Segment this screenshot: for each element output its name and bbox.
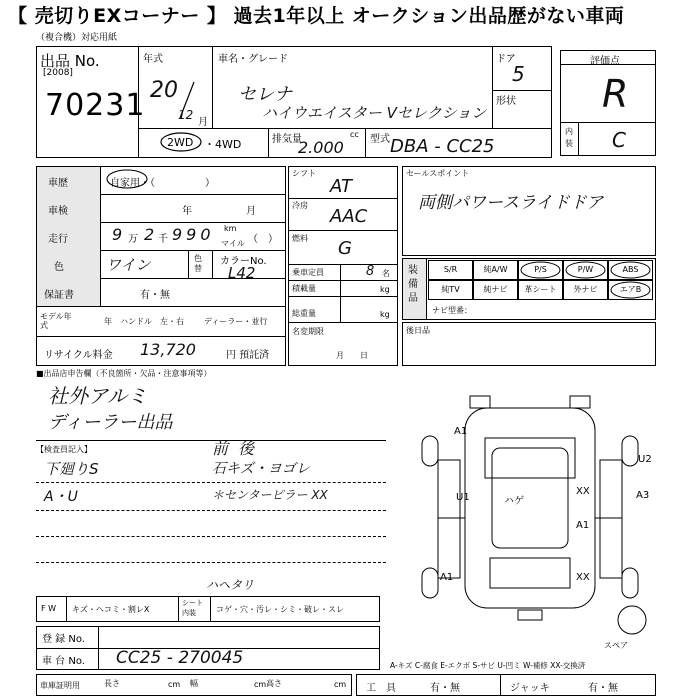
interior-value: C bbox=[612, 128, 626, 152]
cert-label: 車庫証明用 bbox=[40, 681, 80, 690]
mileage-sen: 2 bbox=[144, 225, 155, 244]
doors-value: 5 bbox=[512, 62, 525, 86]
equipment-item-label: ABS bbox=[622, 265, 639, 274]
diagram-mark-a1: A1 bbox=[576, 520, 590, 531]
equipment-item bbox=[518, 260, 563, 280]
later-items-box bbox=[402, 322, 656, 366]
man-unit: 万 bbox=[128, 234, 138, 245]
interior-label: 内装 bbox=[565, 127, 573, 148]
recycle-label: リサイクル料金 bbox=[44, 350, 113, 361]
mileage-rest: 990 bbox=[172, 225, 215, 244]
dim-length-unit: cm bbox=[168, 680, 181, 689]
load-label: 積載量 bbox=[292, 284, 316, 293]
name-label: 車名・グレード bbox=[218, 54, 288, 65]
car-grade: ハイウエイスター Vセレクション bbox=[262, 104, 487, 122]
lot-label: 出品 No. bbox=[40, 52, 100, 70]
recycle-unit: 円 預託済 bbox=[226, 350, 270, 361]
reg-label: 登 録 No. bbox=[42, 634, 85, 645]
diagram-mark-hage: ハゲ bbox=[504, 496, 524, 507]
inspection-month-unit: 月 bbox=[246, 206, 256, 217]
mileage-man: 9 bbox=[112, 225, 123, 244]
handle-label: ハンドル 左・右 bbox=[120, 317, 184, 326]
sales-point-label: セールスポイント bbox=[406, 169, 470, 178]
model-year-unit: 年 bbox=[104, 317, 112, 326]
inspector-right2: ＊センターピラー XX bbox=[212, 488, 328, 502]
displacement-value: 2.000 bbox=[298, 138, 344, 157]
color-no-label: カラーNo. bbox=[220, 256, 267, 267]
capacity-unit: 名 bbox=[382, 269, 390, 278]
ac-label: 冷房 bbox=[292, 201, 308, 210]
inspector-front: 前 bbox=[212, 439, 229, 458]
car-diagram bbox=[400, 388, 660, 638]
mileage-label: 走行 bbox=[48, 234, 68, 245]
seat-values: コゲ・穴・汚レ・シミ・破レ・スレ bbox=[216, 605, 344, 614]
inspection-label: 車検 bbox=[48, 206, 68, 217]
equipment-item: 純TV bbox=[428, 280, 473, 300]
reki-label: 車歴 bbox=[48, 178, 68, 189]
shape-label: 形状 bbox=[496, 96, 516, 107]
fw-label: F W bbox=[41, 604, 57, 613]
notes-label: ■出品店申告欄（不良箇所・欠品・注意事項等） bbox=[36, 369, 212, 378]
diagram-mark-u1: U1 bbox=[456, 492, 470, 503]
displacement-label: 排気量 bbox=[272, 134, 302, 145]
drive-2wd: 2WD bbox=[167, 136, 194, 149]
dim-length: 長さ bbox=[104, 679, 120, 688]
jack-value: 有・無 bbox=[588, 683, 618, 694]
weight-label: 総重量 bbox=[292, 309, 316, 318]
weight-unit: kg bbox=[380, 310, 390, 319]
navi-label: ナビ型番： bbox=[432, 306, 472, 315]
car-name: セレナ bbox=[238, 84, 292, 105]
doors-label: ドア bbox=[496, 54, 516, 65]
later-items-label: 後日品 bbox=[406, 326, 430, 335]
equipment-item bbox=[608, 280, 653, 300]
equipment-item-label: エアB bbox=[619, 285, 642, 294]
fw-handnote: ハヘタリ bbox=[206, 578, 255, 592]
dual-note: （複合機）対応用紙 bbox=[36, 33, 118, 43]
diagram-mark-a1-left: A1 bbox=[440, 572, 454, 583]
diagram-mark-xx2: XX bbox=[576, 572, 590, 583]
legend-codes: A-キズ C-腐食 E-エクボ S-サビ U-凹ミ W-補修 XX-交換済 bbox=[390, 661, 586, 670]
equipment-item: 革シート bbox=[518, 280, 563, 300]
cc-unit: cc bbox=[350, 130, 359, 139]
grade-label: 評価点 bbox=[590, 56, 620, 67]
shift-label: シフト bbox=[292, 169, 316, 178]
warranty-value: 有・無 bbox=[140, 290, 170, 301]
tools-value: 有・無 bbox=[430, 683, 460, 694]
shift-value: AT bbox=[330, 176, 352, 197]
change-unit: 月 日 bbox=[336, 351, 368, 360]
mile-unit: マイル bbox=[221, 239, 245, 248]
notes-line1: 社外アルミ bbox=[48, 384, 148, 408]
dim-width-unit: cm bbox=[254, 680, 267, 689]
drive-4wd: ・4WD bbox=[204, 138, 242, 151]
notes-line2: ディーラー出品 bbox=[48, 412, 173, 433]
month-label: 月 bbox=[198, 117, 208, 128]
diagram-mark-a1-top: A1 bbox=[454, 426, 468, 437]
inspector-right1: 石キズ・ヨゴレ bbox=[212, 461, 310, 477]
color-value: ワイン bbox=[106, 256, 151, 274]
km-unit: km bbox=[224, 224, 237, 233]
year-value: 20 bbox=[150, 78, 178, 103]
fuel-value: G bbox=[338, 238, 352, 259]
lot-year-tag: [2008] bbox=[43, 68, 73, 78]
capacity-label: 乗車定員 bbox=[292, 268, 324, 277]
diagram-mark-xx1: XX bbox=[576, 486, 590, 497]
sales-point-text: 両側パワースライドドア bbox=[418, 193, 604, 213]
inspector-rear: 後 bbox=[238, 439, 255, 458]
page-header-title: 【 売切りEXコーナー 】 過去1年以上 オークション出品歴がない車両 bbox=[8, 5, 625, 27]
equipment-item: 純ナビ bbox=[473, 280, 518, 300]
lot-number: 70231 bbox=[45, 88, 146, 123]
fw-values: キズ・ヘコミ・割レX bbox=[72, 605, 150, 614]
dim-height: 高さ bbox=[266, 679, 282, 688]
equipment-item-label: P/S bbox=[534, 265, 547, 274]
inspector-label: 【検査員記入】 bbox=[36, 445, 92, 454]
equipment-item: 純A/W bbox=[473, 260, 518, 280]
equipment-item: S/R bbox=[428, 260, 473, 280]
diagram-mark-u2: U2 bbox=[638, 454, 652, 465]
mileage-paren: （ ） bbox=[248, 234, 278, 245]
load-unit: kg bbox=[380, 285, 390, 294]
equipment-item: 外ナビ bbox=[563, 280, 608, 300]
spare-label: スペア bbox=[604, 641, 628, 650]
dim-width: 幅 bbox=[190, 679, 198, 688]
color-label: 色 bbox=[54, 262, 64, 273]
dealer-label: ディーラー・並行 bbox=[204, 317, 268, 326]
warranty-label: 保証書 bbox=[44, 290, 74, 301]
equipment-item bbox=[608, 260, 653, 280]
inspector-left2: A・U bbox=[44, 489, 78, 505]
model-value: DBA - CC25 bbox=[390, 136, 495, 157]
recycle-value: 13,720 bbox=[140, 340, 196, 359]
grade-score: R bbox=[602, 72, 629, 116]
reki-value: 自家用・（ ） bbox=[110, 178, 215, 189]
chassis-label: 車 台 No. bbox=[42, 656, 85, 667]
inspection-year-unit: 年 bbox=[182, 206, 192, 217]
jack-label: ジャッキ bbox=[510, 683, 550, 694]
chassis-value: CC25 - 270045 bbox=[116, 648, 244, 668]
equipment-item-label: P/W bbox=[577, 265, 594, 274]
year-label: 年式 bbox=[143, 54, 163, 65]
model-year-label: モデル年式 bbox=[40, 312, 72, 330]
equipment-label: 装備品 bbox=[408, 265, 418, 304]
model-label: 型式 bbox=[370, 134, 390, 145]
diagram-mark-a3: A3 bbox=[636, 490, 650, 501]
month-value: 12 bbox=[178, 108, 194, 122]
change-label: 名変期限 bbox=[292, 327, 324, 336]
color-no-value: L42 bbox=[228, 264, 256, 282]
capacity-value: 8 bbox=[366, 264, 375, 279]
seat-label: シート内装 bbox=[182, 599, 203, 617]
equipment-item bbox=[563, 260, 608, 280]
dim-height-unit: cm bbox=[334, 680, 347, 689]
sen-unit: 千 bbox=[158, 234, 168, 245]
inspector-left1: 下廻りS bbox=[44, 460, 99, 478]
fuel-label: 燃料 bbox=[292, 234, 308, 243]
color-change-label: 色替 bbox=[194, 254, 202, 273]
tools-label: 工 具 bbox=[366, 683, 396, 694]
ac-value: AAC bbox=[330, 206, 368, 227]
